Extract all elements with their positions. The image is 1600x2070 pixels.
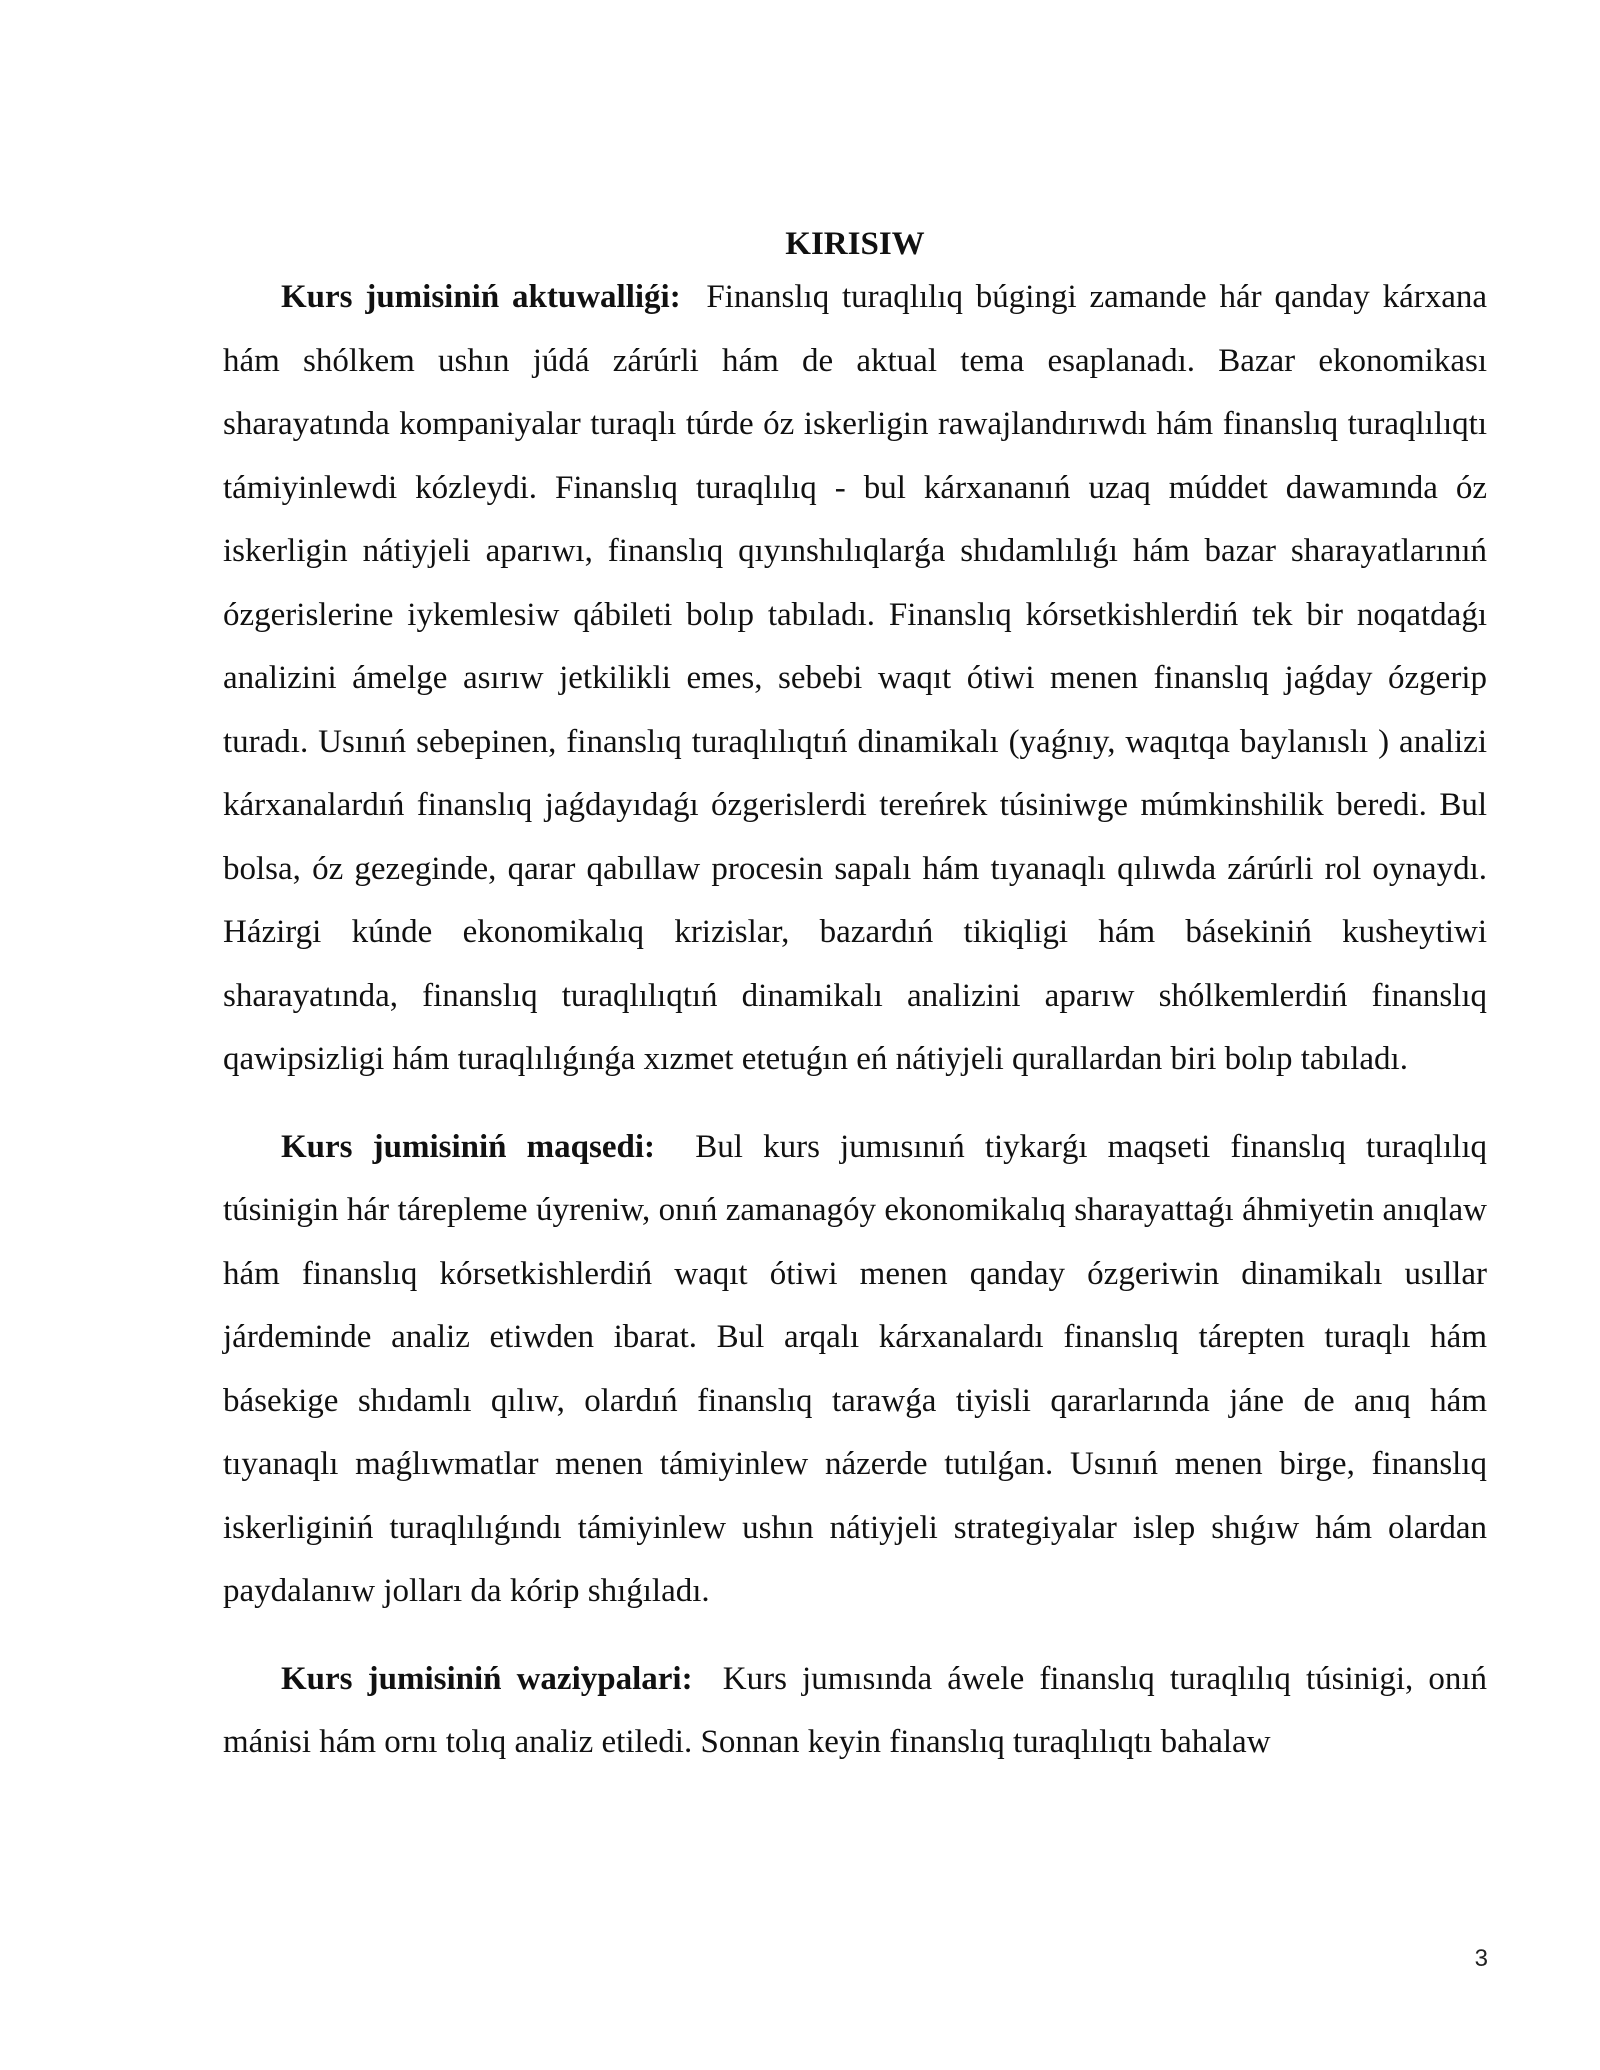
page-title: KIRISIW (785, 226, 925, 262)
section-heading: Kurs jumisiniń aktuwalliǵi: (281, 279, 707, 315)
section-text: Kurs jumısında áwele finanslıq turaqlılıq túsinigi, onıń mánisi hám ornı tolıq analiz etiledi. Sonnan keyin finanslıq turaqlılıqtı bahalaw (223, 1660, 1488, 1760)
section-relevance (223, 266, 1487, 1092)
page-number: 3 (1474, 1945, 1488, 1972)
section-purpose (223, 1116, 1487, 1624)
section-heading: Kurs jumisiniń waziypalari: (281, 1660, 723, 1697)
section-text: Finanslıq turaqlılıq búgingi zamande hár qanday kárxana hám shólkem ushın júdá zárúrli hám de aktual tema esaplanadı. Bazar ekonomikası sharayatında kompaniyalar turaqlı túrde óz iskerligin rawajlandırıwdı hám finanslıq turaqlılıqtı támiyinlewdi kózleydi. Finanslıq turaqlılıq - bul kárxananıń uzaq múddet dawamında óz iskerligin nátiyjeli aparıwı, finanslıq qıyınshılıqlarǵa shıdamlılıǵı hám bazar sharayatlarınıń ózgerislerine iykemlesiw qábileti bolıp tabıladı. Finanslıq kórsetkishlerdiń tek bir noqatdaǵı analizini ámelge asırıw jetkilikli emes, sebebi waqıt ótiwi menen finanslıq jaǵday ózgerip turadı. Usınıń sebepinen, finanslıq turaqlılıqtıń dinamikalı (yaǵnıy, waqıtqa baylanıslı ) analizi kárxanalardıń finanslıq jaǵdayıdaǵı ózgerislerdi tereńrek túsiniwge múmkinshilik beredi. Bul bolsa, óz gezeginde, qarar qabıllaw procesin sapalı hám tıyanaqlı qılıwda zárúrli rol oynaydı. Házirgi kúnde ekonomikalıq krizislar, bazardıń tikiqligi hám básekiniń kusheytiwi sharayatında, finanslıq turaqlılıqtıń dinamikalı analizini aparıw shólkemlerdiń finanslıq qawipsizligi hám turaqlılıǵınǵa xızmet etetuǵın eń nátiyjeli qurallardan biri bolıp tabıladı. (223, 279, 1487, 1077)
page-content (223, 222, 1487, 1775)
section-text: Bul kurs jumısınıń tiykarǵı maqseti finanslıq turaqlılıq túsinigin hár tárepleme úyreniw, onıń zamanagóy ekonomikalıq sharayattaǵı áhmiyetin anıqlaw hám finanslıq kórsetkishlerdiń waqıt ótiwi menen qanday ózgeriwin dinamikalı usıllar járdeminde analiz etiwden ibarat. Bul arqalı kárxanalardı finanslıq tárepten turaqlı hám básekige shıdamlı qılıw, olardıń finanslıq tarawǵa tiyisli qararlarında jáne de anıq hám tıyanaqlı maǵlıwmatlar menen támiyinlew názerde tutılǵan. Usınıń menen birge, finanslıq iskerliginiń turaqlılıǵındı támiyinlew ushın nátiyjeli strategiyalar islep shıǵıw hám olardan paydalanıw jolları da kórip shıǵıladı. (223, 1128, 1487, 1609)
section-heading: Kurs jumisiniń maqsedi: (281, 1128, 696, 1165)
section-tasks (223, 1648, 1487, 1775)
